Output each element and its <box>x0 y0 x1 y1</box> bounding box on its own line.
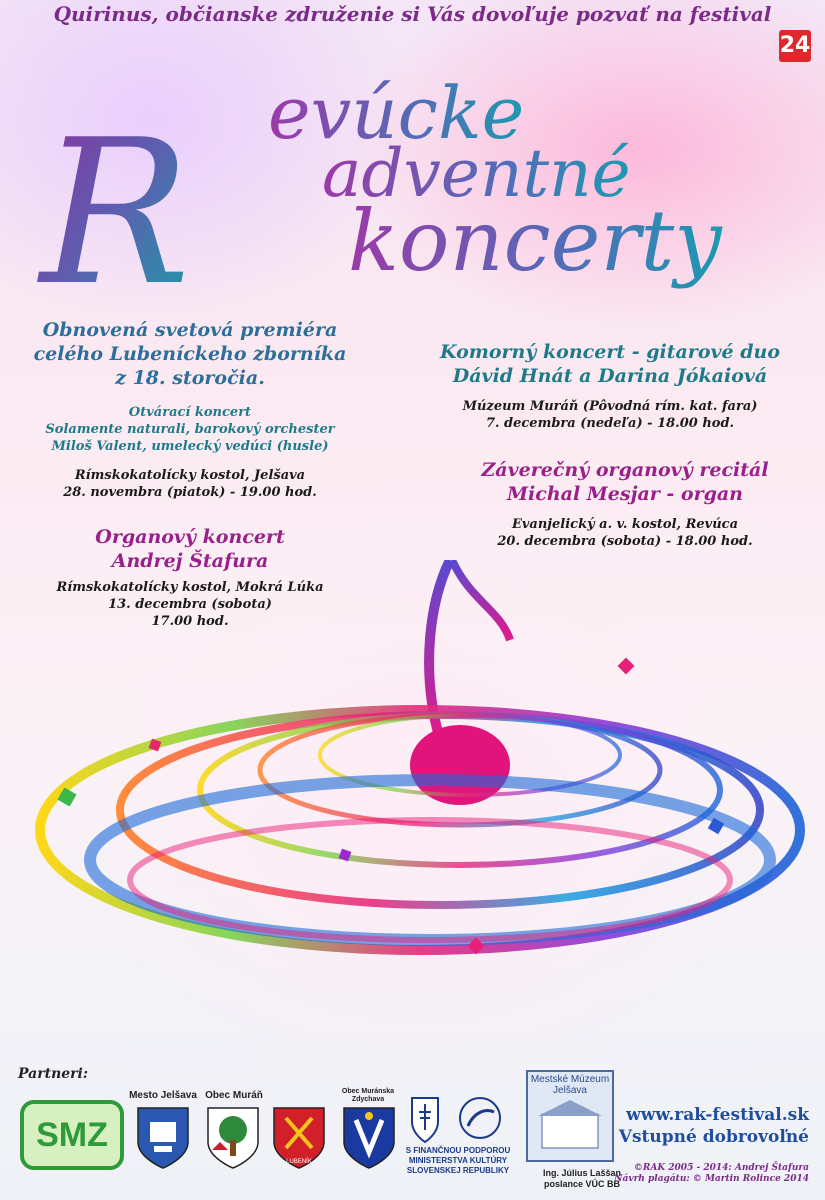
museum-logo-text: Mestské Múzeum Jelšava <box>530 1074 610 1096</box>
opening-line: Miloš Valent, umelecký vedúci (husle) <box>51 439 329 454</box>
jelsava-coat-of-arms <box>136 1106 190 1170</box>
confetti <box>618 658 635 675</box>
museum-jelsava-logo <box>526 1070 614 1162</box>
opening-line: Solamente naturali, barokový orchester <box>45 422 335 437</box>
chamber-line: Komorný koncert - gitarové duo <box>439 341 781 363</box>
credits <box>614 1163 809 1185</box>
chamber-heading <box>400 340 820 388</box>
lassan-line: Ing. Július Laššan <box>542 1168 622 1178</box>
muran-caption: Obec Muráň <box>205 1090 263 1101</box>
time-line: 17.00 hod. <box>151 614 229 629</box>
date-line: 28. novembra (piatok) - 19.00 hod. <box>63 485 317 500</box>
opening-venue <box>20 467 360 501</box>
right-column <box>400 340 820 550</box>
note-flag <box>452 560 510 640</box>
ministry-caption-line: MINISTERSTVA KULTÚRY <box>408 1156 508 1165</box>
final-recital-heading <box>400 458 820 506</box>
muranska-zdychava-coat-of-arms <box>342 1106 396 1170</box>
ministry-of-culture-logo <box>408 1094 508 1146</box>
entry-note: Vstupné dobrovoľné <box>618 1127 809 1147</box>
final-line: Záverečný organový recitál <box>481 459 769 481</box>
date-line: 13. decembra (sobota) <box>108 597 272 612</box>
venue-line: Rímskokatolícky kostol, Jelšava <box>74 468 306 483</box>
lubenik-text: LUBENÍK <box>286 1159 312 1165</box>
title-line3: koncerty <box>348 192 722 290</box>
murzdych-caption: Obec Muránska Zdychava <box>341 1088 395 1103</box>
date-line: 20. decembra (sobota) - 18.00 hod. <box>497 534 753 549</box>
date-line: 7. decembra (nedeľa) - 18.00 hod. <box>485 416 735 431</box>
smz-logo: SMZ <box>20 1100 124 1170</box>
premiere-line: z 18. storočia. <box>115 367 265 389</box>
premiere-heading <box>20 318 360 390</box>
badge-24-logo: 24 <box>779 30 811 62</box>
organ-line: Organový koncert <box>95 526 285 548</box>
museum-building-icon <box>528 1096 612 1156</box>
venue-line: Evanjelický a. v. kostol, Revúca <box>511 517 739 532</box>
design-credit-line: Návrh plagátu: © Martin Rolince 2014 <box>614 1174 809 1184</box>
jelsava-caption: Mesto Jelšava <box>129 1090 197 1101</box>
venue-line: Múzeum Muráň (Pôvodná rím. kat. fara) <box>462 399 758 414</box>
lassan-line: poslance VÚC BB <box>543 1179 621 1189</box>
final-line: Michal Mesjar - organ <box>507 483 743 505</box>
premiere-line: celého Lubeníckeho zborníka <box>33 343 347 365</box>
chamber-venue <box>400 398 820 432</box>
organ-line: Andrej Štafura <box>111 550 269 572</box>
festival-title <box>0 60 825 310</box>
opening-concert <box>20 404 360 455</box>
festival-website-link[interactable]: www.rak-festival.sk <box>626 1105 809 1125</box>
venue-line: Rímskokatolícky kostol, Mokrá Lúka <box>56 580 324 595</box>
title-line2: adventné <box>322 135 631 212</box>
title-line1: evúcke <box>268 71 525 155</box>
chamber-line: Dávid Hnát a Darina Jókaiová <box>452 365 768 387</box>
premiere-line: Obnovená svetová premiéra <box>42 319 338 341</box>
footer-info <box>619 1104 809 1148</box>
ministry-caption-line: SLOVENSKEJ REPUBLIKY <box>406 1166 510 1175</box>
lubenik-coat-of-arms <box>272 1106 326 1170</box>
final-venue <box>400 516 820 550</box>
title-initial: R <box>40 97 191 310</box>
invitation-line: Quirinus, občianske združenie si Vás dovoľuje pozvať na festival <box>53 2 772 26</box>
ministry-caption-line: S FINANČNOU PODPOROU <box>405 1146 511 1155</box>
copyright-line: ©RAK 2005 - 2014: Andrej Štafura <box>633 1163 809 1173</box>
music-swirl-graphic <box>0 560 825 980</box>
ministry-caption <box>396 1146 520 1176</box>
opening-line: Otvárací koncert <box>128 405 252 420</box>
muran-coat-of-arms <box>206 1106 260 1170</box>
partners-label: Partneri: <box>18 1066 89 1082</box>
